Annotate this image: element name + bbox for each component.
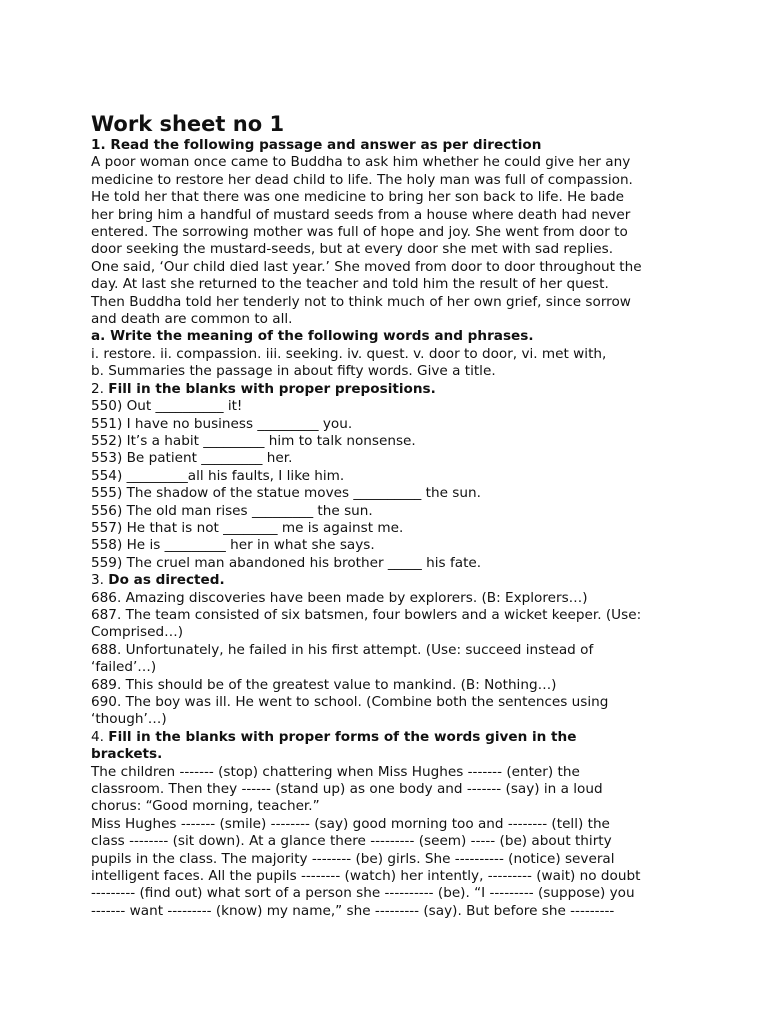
section4-number: 4. (91, 728, 109, 745)
section4-heading-cont: brackets. (91, 746, 163, 763)
passage-line: intelligent faces. All the pupils -------- (watch) her intently, --------- (wait) no doubt (91, 868, 641, 885)
list-item: 550) Out __________ it! (91, 398, 243, 415)
list-item: 686. Amazing discoveries have been made by explorers. (B: Explorers…) (91, 589, 588, 606)
worksheet-page (91, 111, 691, 920)
section2-heading (91, 381, 691, 398)
list-item: 557) He that is not ________ me is against me. (91, 519, 404, 536)
passage-line: --------- (find out) what sort of a person she ---------- (be). “I --------- (suppose) you (91, 885, 635, 902)
list-item: 559) The cruel man abandoned his brother _____ his fate. (91, 554, 482, 571)
list-item: ‘failed’…) (91, 659, 157, 676)
section2-number: 2. (91, 380, 109, 397)
section4-title: Fill in the blanks with proper forms of the words given in the (108, 728, 577, 745)
passage-line: ------- want --------- (know) my name,” she --------- (say). But before she --------- (91, 902, 615, 919)
list-item: 555) The shadow of the statue moves __________ the sun. (91, 485, 481, 502)
list-item: ‘though’…) (91, 711, 167, 728)
section1-heading: 1. Read the following passage and answer as per direction (91, 137, 542, 153)
passage-line: day. At last she returned to the teacher and told him the result of her quest. (91, 276, 609, 293)
passage-line: pupils in the class. The majority -------- (be) girls. She ---------- (notice) several (91, 850, 615, 867)
section4-heading (91, 729, 691, 746)
prepositions-list (91, 398, 691, 572)
verb-forms-passage (91, 764, 691, 921)
passage-line: her bring him a handful of mustard seeds from a house where death had never (91, 206, 631, 223)
passage-line: Miss Hughes ------- (smile) -------- (say) good morning too and -------- (tell) the (91, 815, 610, 832)
reading-passage (91, 154, 691, 328)
passage-line: and death are common to all. (91, 311, 293, 328)
passage-line: chorus: “Good morning, teacher.” (91, 798, 320, 815)
passage-line: medicine to restore her dead child to life. The holy man was full of compassion. (91, 171, 633, 188)
passage-line: He told her that there was one medicine to bring her son back to life. He bade (91, 189, 624, 206)
passage-line: One said, ‘Our child died last year.’ She moved from door to door throughout the (91, 258, 642, 275)
list-item: 690. The boy was ill. He went to school. (Combine both the sentences using (91, 694, 609, 710)
list-item: 554) _________all his faults, I like him. (91, 467, 345, 484)
list-item: 558) He is _________ her in what she says. (91, 537, 375, 554)
list-item: 688. Unfortunately, he failed in his first attempt. (Use: succeed instead of (91, 641, 594, 658)
passage-line: Then Buddha told her tenderly not to think much of her own grief, since sorrow (91, 293, 631, 310)
question-b: b. Summaries the passage in about fifty words. Give a title. (91, 363, 496, 380)
passage-line: The children ------- (stop) chattering when Miss Hughes ------- (enter) the (91, 763, 580, 780)
list-item: 551) I have no business _________ you. (91, 415, 353, 432)
question-a-heading: a. Write the meaning of the following words and phrases. (91, 328, 534, 345)
passage-line: entered. The sorrowing mother was full of hope and joy. She went from door to (91, 224, 628, 241)
list-item: 556) The old man rises _________ the sun. (91, 502, 373, 519)
passage-line: door seeking the mustard-seeds, but at every door she met with sad replies. (91, 241, 614, 258)
passage-line: A poor woman once came to Buddha to ask him whether he could give her any (91, 154, 631, 171)
section2-title: Fill in the blanks with proper prepositions. (108, 380, 436, 397)
worksheet-title: Work sheet no 1 (91, 112, 285, 136)
list-item: 553) Be patient _________ her. (91, 450, 293, 467)
list-item: Comprised…) (91, 624, 184, 641)
section3-title: Do as directed. (108, 572, 225, 589)
list-item: 552) It’s a habit _________ him to talk nonsense. (91, 432, 416, 449)
list-item: 689. This should be of the greatest value to mankind. (B: Nothing…) (91, 676, 557, 693)
section3-heading (91, 572, 691, 589)
section3-number: 3. (91, 572, 109, 589)
list-item: 687. The team consisted of six batsmen, four bowlers and a wicket keeper. (Use: (91, 606, 642, 623)
vocabulary-words: i. restore. ii. compassion. iii. seeking. iv. quest. v. door to door, vi. met with, (91, 345, 607, 362)
directed-list (91, 590, 691, 729)
passage-line: classroom. Then they ------ (stand up) as one body and ------- (say) in a loud (91, 781, 603, 798)
passage-line: class -------- (sit down). At a glance there --------- (seem) ----- (be) about thirty (91, 833, 612, 850)
